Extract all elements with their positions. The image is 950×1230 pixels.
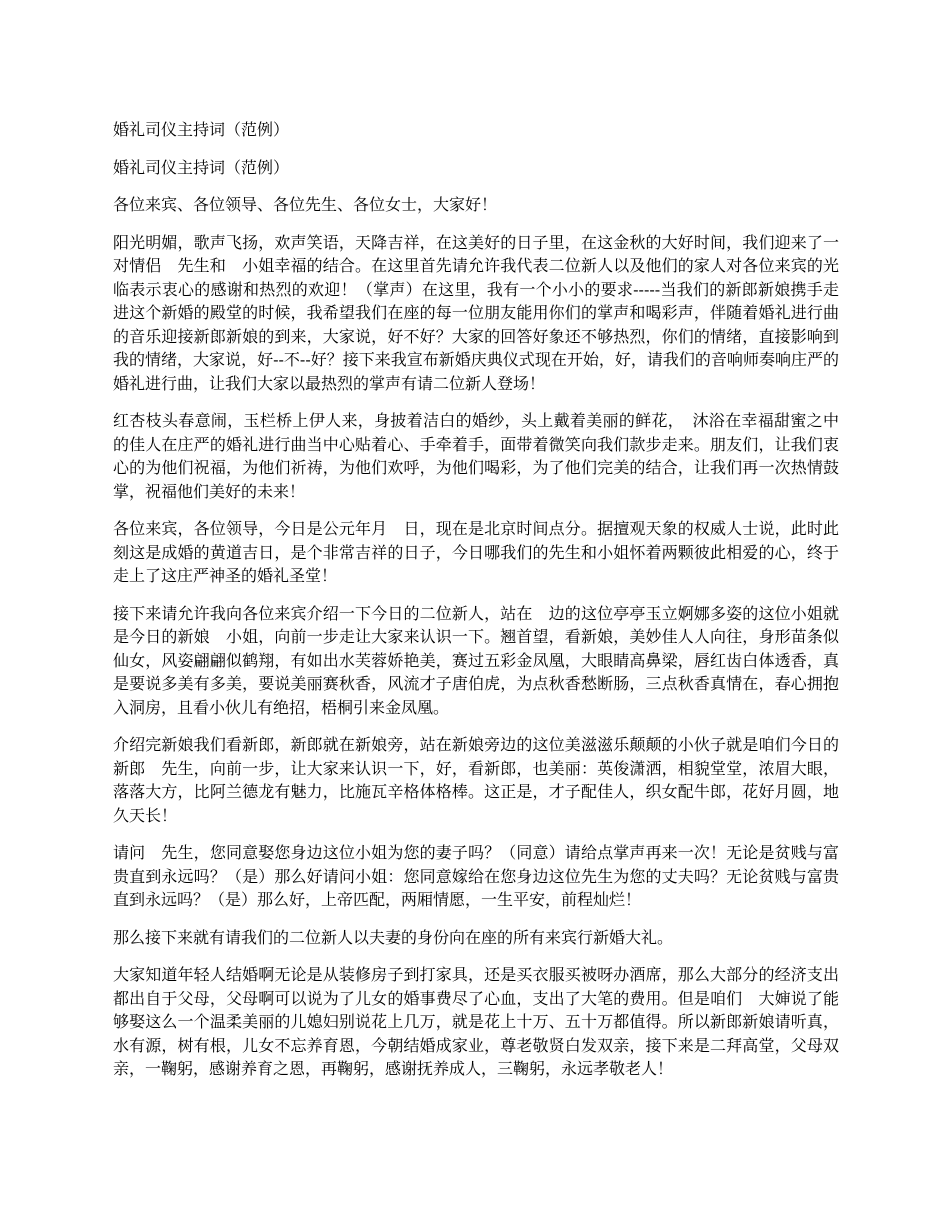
paragraph-entrance: 红杏枝头春意闹，玉栏桥上伊人来，身披着洁白的婚纱，头上戴着美丽的鲜花， 沐浴在幸福甜蜜之中的佳人在庄严的婚礼进行曲当中心贴着心、手牵着手，面带着微笑向我们款步走来。朋友们，让我们衷心的为他们祝福，为他们祈祷，为他们欢呼，为他们喝彩，为了他们完美的结合，让我们再一次热情鼓掌，祝福他们美好的未来！: [113, 411, 839, 501]
paragraph-bride-intro: 接下来请允许我向各位来宾介绍一下今日的二位新人，站在 边的这位亭亭玉立婀娜多姿的这位小姐就是今日的新娘 小姐，向前一步走让大家来认识一下。翘首望，看新娘，美妙佳人人向往，身形苗条似仙女，风姿翩翩似鹤翔，有如出水芙蓉娇艳美，赛过五彩金凤凰，大眼睛高鼻梁，唇红齿白体透香，真是要说多美有多美，要说美丽赛秋香，风流才子唐伯虎，为点秋香愁断肠，三点秋香真情在，春心拥抱入洞房，且看小伙儿有绝招，梧桐引来金凤凰。: [113, 603, 839, 717]
paragraph-parents: 大家知道年轻人结婚啊无论是从装修房子到打家具，还是买衣服买被呀办酒席，那么大部分的经济支出都出自于父母，父母啊可以说为了儿女的婚事费尽了心血，支出了大笔的费用。但是咱们 大婶说了能够娶这么一个温柔美丽的儿媳妇别说花上几万，就是花上十万、五十万都值得。所以新郎新娘请听真，水有源，树有根，儿女不忘养育恩，今朝结婚成家业，尊老敬贤白发双亲，接下来是二拜高堂，父母双亲，一鞠躬，感谢养育之恩，再鞠躬，感谢抚养成人，三鞠躬，永远孝敬老人！: [113, 965, 839, 1078]
document-subtitle: 婚礼司仪主持词（范例）: [113, 157, 290, 177]
paragraph-date: 各位来宾，各位领导，今日是公元年月 日，现在是北京时间点分。据擅观天象的权威人士说，此时此刻这是成婚的黄道吉日，是个非常吉祥的日子，今日哪我们的先生和小姐怀着两颗彼此相爱的心，终于走上了这庄严神圣的婚礼圣堂！: [113, 519, 839, 585]
paragraph-opening: 阳光明媚，歌声飞扬，欢声笑语，天降吉祥，在这美好的日子里，在这金秋的大好时间，我们迎来了一对情侣 先生和 小姐幸福的结合。在这里首先请允许我代表二位新人以及他们的家人对各位来宾的光临表示衷心的感谢和热烈的欢迎！（掌声）在这里，我有一个小小的要求-----当我们的新郎新娘携手走进这个新婚的殿堂的时候，我希望我们在座的每一位朋友能用你们的掌声和喝彩声，伴随着婚礼进行曲的音乐迎接新郎新娘的到来，大家说，好不好？大家的回答好象还不够热烈，你们的情绪，直接影响到我的情绪，大家说，好--不--好？接下来我宣布新婚庆典仪式现在开始，好，请我们的音响师奏响庄严的婚礼进行曲，让我们大家以最热烈的掌声有请二位新人登场！: [113, 232, 839, 393]
document-page: [113, 118, 839, 1095]
paragraph-greeting: 各位来宾、各位领导、各位先生、各位女士，大家好！: [113, 195, 498, 214]
paragraph-groom-intro: 介绍完新娘我们看新郎，新郎就在新娘旁，站在新娘旁边的这位美滋滋乐颠颠的小伙子就是咱们今日的新郎 先生，向前一步，让大家来认识一下，好，看新郎，也美丽：英俊潇洒，相貌堂堂，浓眉大眼，落落大方，比阿兰德龙有魅力，比施瓦辛格体格棒。这正是，才子配佳人，织女配牛郎，花好月圆，地久天长！: [113, 735, 839, 825]
paragraph-ceremony: 那么接下来就有请我们的二位新人以夫妻的身份向在座的所有来宾行新婚大礼。: [113, 927, 674, 947]
document-title: 婚礼司仪主持词（范例）: [113, 120, 290, 139]
paragraph-vows: 请问 先生，您同意娶您身边这位小姐为您的妻子吗？（同意）请给点掌声再来一次！无论是贫贱与富贵直到永远吗？（是）那么好请问小姐：您同意嫁给在您身边这位先生为您的丈夫吗？无论贫贱与富贵直到永远吗？（是）那么好，上帝匹配，两厢情愿，一生平安，前程灿烂！: [113, 843, 839, 909]
